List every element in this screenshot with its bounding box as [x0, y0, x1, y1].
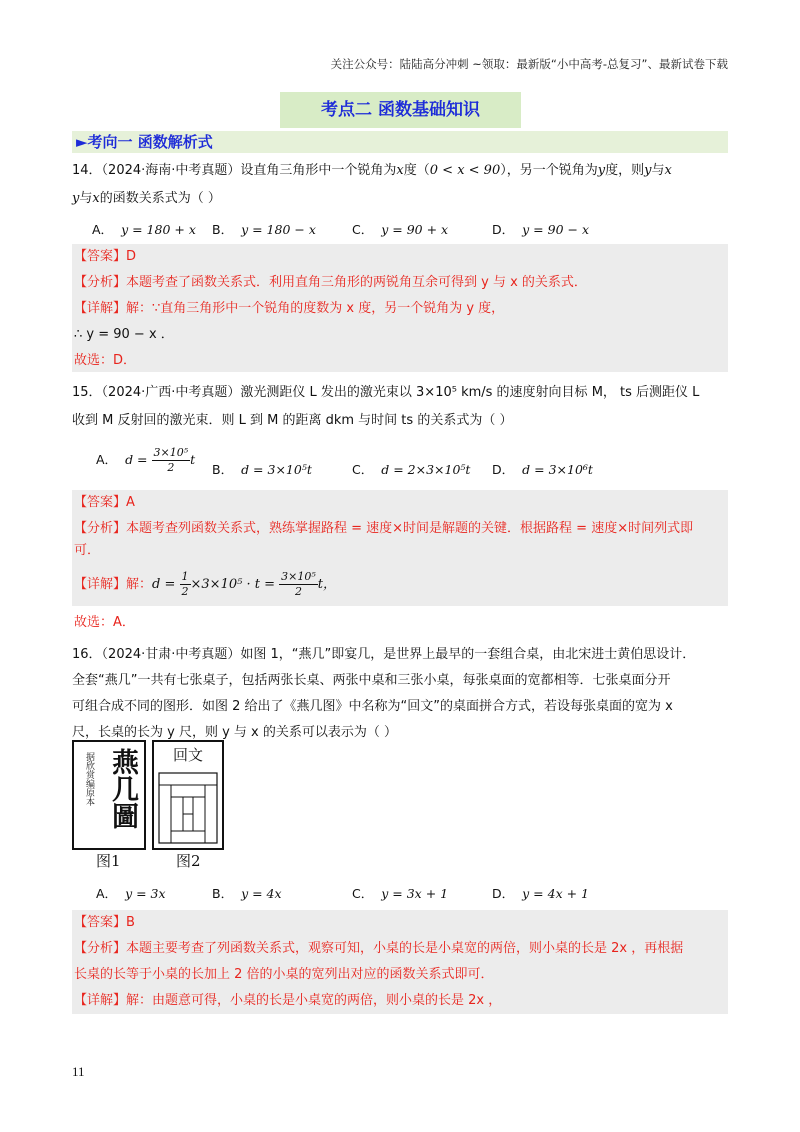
q14-option-d[interactable]: D． y = 90 − x — [492, 222, 589, 237]
q15-answer: 【答案】A — [74, 495, 135, 510]
q15-option-a[interactable]: A． d = $\frac{\text{3×10⁵}}{2}$ t — [96, 446, 196, 474]
figure-2-title: 回文 — [172, 746, 203, 764]
q14-detail: 【详解】解：∵直角三角形中一个锐角的度数为 x 度，另一个锐角为 y 度， — [74, 301, 505, 316]
q15-answer-block — [72, 490, 728, 606]
q15-option-d[interactable]: D． d = 3×10⁶t — [492, 462, 593, 477]
figure-2-caption: 图2 — [176, 852, 201, 870]
subsection-title: ►考向一 函数解析式 — [76, 133, 213, 151]
figure-1-title: 燕几圖 — [107, 748, 138, 829]
q16-answer: 【答案】B — [74, 915, 135, 930]
q14-therefore: ∴ y = 90 − x ． — [74, 327, 174, 342]
page-number: 11 — [72, 1064, 85, 1079]
q16-option-b[interactable]: B． y = 4x — [212, 886, 282, 901]
q16-detail: 【详解】解：由题意可得，小桌的长是小桌宽的两倍，则小桌的长是 2x ， — [74, 993, 502, 1008]
q16-option-c[interactable]: C． y = 3x + 1 — [352, 886, 449, 901]
page-header: 关注公众号：陆陆高分冲刺 ~领取：最新版“小中高考-总复习”、最新试卷下载 — [330, 57, 728, 71]
q14-answer: 【答案】D — [74, 249, 137, 264]
q15-detail: 【详解】解：d = $\frac{1}{2}$ ×3×10⁵ · t = $\frac{\text{3×10⁵}}{2}$ t， — [74, 570, 336, 598]
figure-1-caption: 图1 — [96, 852, 121, 870]
figure-2 — [152, 740, 224, 850]
q14-choice: 故选：D． — [74, 353, 137, 368]
q14-line2: y与x的函数关系式为（ ） — [72, 191, 221, 206]
q16-line3: 可组合成不同的图形．如图 2 给出了《燕几图》中名称为“回文”的桌面拼合方式，若设每张桌面的宽为 x — [72, 699, 673, 714]
q14-line1: 14．（2024·海南·中考真题）设直角三角形中一个锐角为x度（0 < x < 90），另一个锐角为y度，则y与x — [72, 163, 672, 178]
q16-analysis-1: 【分析】本题主要考查了列函数关系式，观察可知，小桌的长是小桌宽的两倍，则小桌的长是 2x ，再根据 — [74, 941, 684, 956]
q16-line1: 16．（2024·甘肃·中考真题）如图 1，“燕几”即宴几，是世界上最早的一套组合桌，由北宋进士黄伯思设计． — [72, 647, 696, 662]
q15-choice: 故选：A． — [74, 615, 135, 630]
q14-analysis: 【分析】本题考查了函数关系式．利用直角三角形的两锐角互余可得到 y 与 x 的关系式． — [74, 275, 587, 290]
q16-line2: 全套“燕几”一共有七张桌子，包括两张长桌、两张中桌和三张小桌，每张桌面的宽都相等．七张桌面分开 — [72, 673, 671, 688]
q15-analysis-2: 可． — [74, 543, 101, 558]
q14-answer-block — [72, 244, 728, 372]
q14-option-c[interactable]: C． y = 90 + x — [352, 222, 449, 237]
q16-line4: 尺，长桌的长为 y 尺，则 y 与 x 的关系可以表示为（ ） — [72, 725, 398, 740]
figure-2-tile-diagram — [158, 772, 218, 844]
q15-line1: 15．（2024·广西·中考真题）激光测距仪 L 发出的激光束以 3×10⁵ km/s 的速度射向目标 M， ts 后测距仪 L — [72, 385, 700, 400]
figure-1 — [72, 740, 146, 850]
q16-option-a[interactable]: A． y = 3x — [96, 886, 166, 901]
q16-answer-block — [72, 910, 728, 1014]
section-title: 考点二 函数基础知识 — [280, 92, 521, 128]
q15-line2: 收到 M 反射回的激光束．则 L 到 M 的距离 dkm 与时间 ts 的关系式为（ ） — [72, 413, 513, 428]
q16-analysis-2: 长桌的长等于小桌的长加上 2 倍的小桌的宽列出对应的函数关系式即可． — [74, 967, 494, 982]
subsection-banner — [72, 131, 728, 153]
q15-analysis-1: 【分析】本题考查列函数关系式，熟练掌握路程 = 速度×时间是解题的关键．根据路程 = 速度×时间列式即 — [74, 521, 694, 536]
q14-option-b[interactable]: B． y = 180 − x — [212, 222, 316, 237]
q15-option-b[interactable]: B． d = 3×10⁵t — [212, 462, 312, 477]
figure-1-inscription: 据欣赏编原本 — [84, 752, 94, 806]
q15-option-c[interactable]: C． d = 2×3×10⁵t — [352, 462, 471, 477]
q14-option-a[interactable]: A． y = 180 + x — [92, 222, 196, 237]
q16-option-d[interactable]: D． y = 4x + 1 — [492, 886, 589, 901]
